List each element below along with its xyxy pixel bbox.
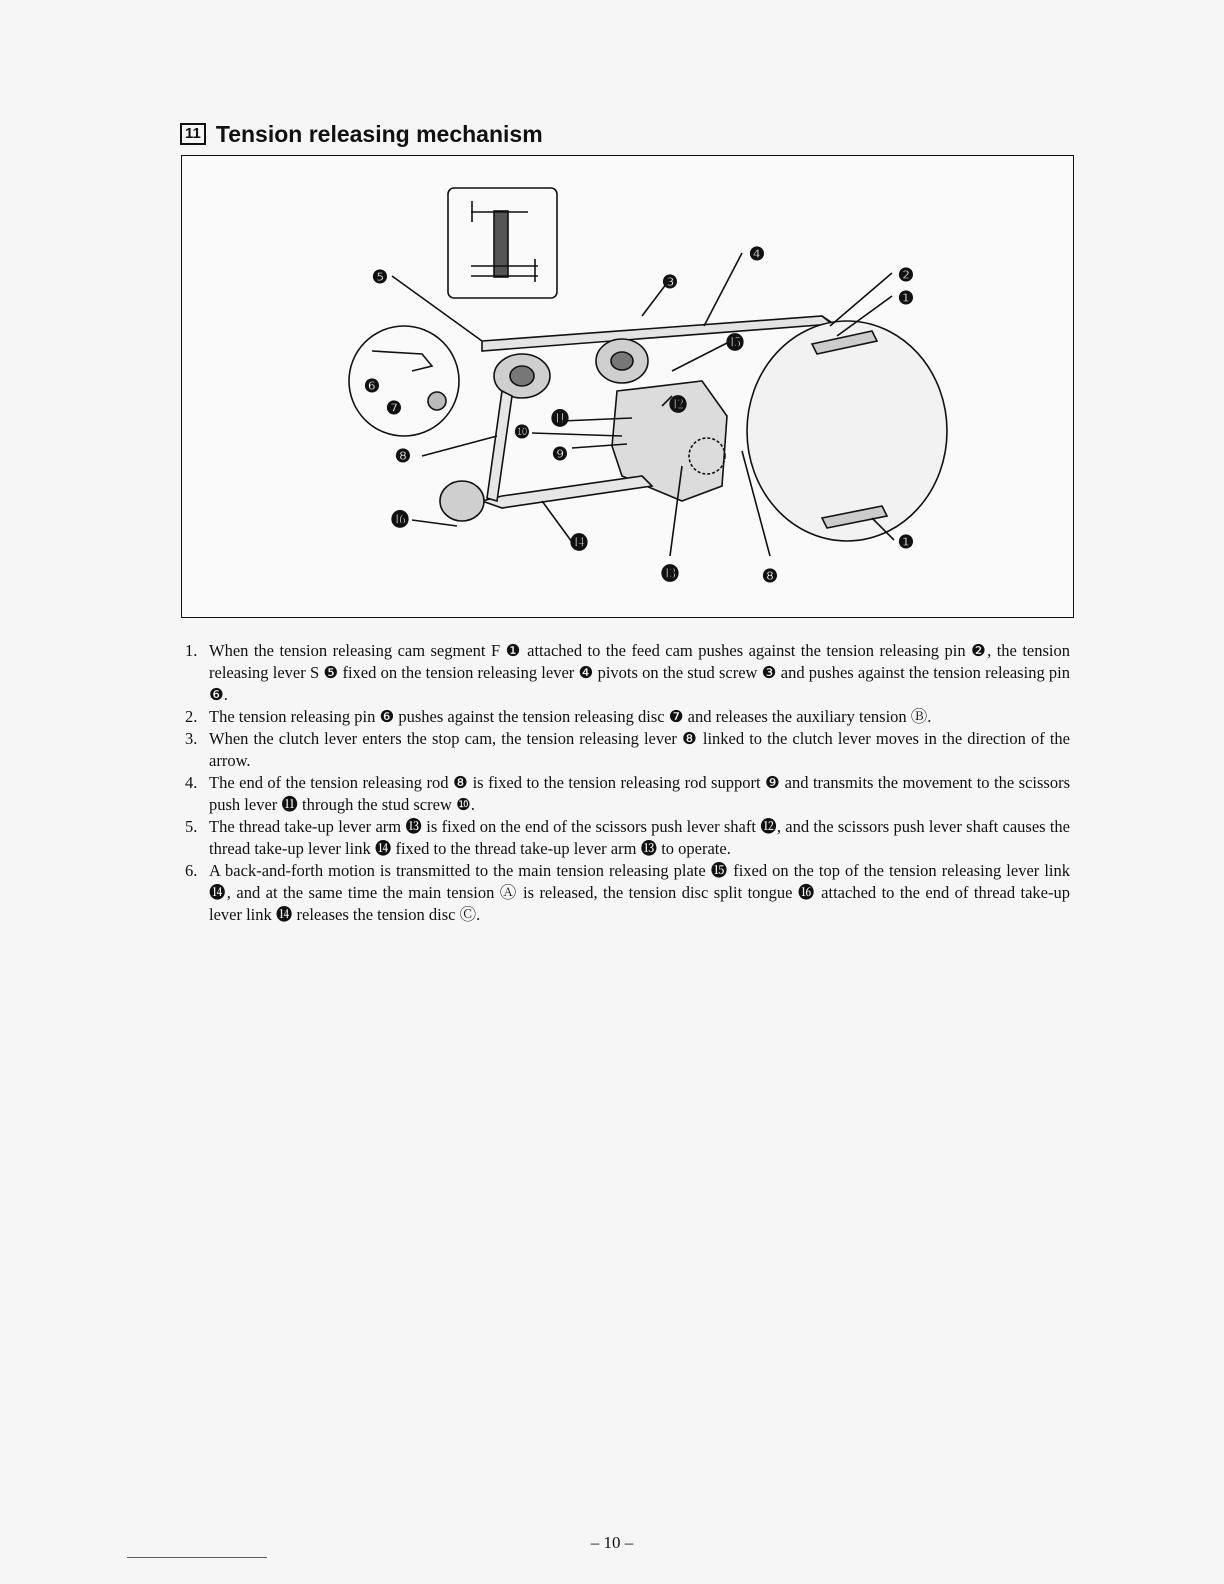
callout-14: ⓮	[570, 533, 588, 553]
step-number: 5.	[185, 817, 198, 836]
callout-9: ❾	[551, 444, 569, 464]
callout-15: ⓯	[726, 333, 744, 353]
callout-11: ⓫	[551, 409, 569, 429]
callout-1: ❶	[897, 532, 915, 552]
step-number: 3.	[185, 729, 198, 748]
footer-rule	[127, 1557, 267, 1558]
procedure-steps	[180, 640, 1070, 926]
callout-13: ⓭	[661, 564, 679, 584]
step-text: The thread take-up lever arm ⓭ is fixed on the end of the scissors push lever shaft ⓬, and the scissors push lever shaft causes the thread take-up lever link ⓮ fixed to the thread take-up lever arm ⓭ to operate.	[209, 817, 1070, 858]
callout-2: ❷	[897, 265, 915, 285]
callout-16: ⓰	[391, 510, 409, 530]
step-number: 1.	[185, 641, 198, 660]
callout-7: ❼	[385, 398, 403, 418]
step-text: When the tension releasing cam segment F ❶ attached to the feed cam pushes against the tension releasing pin ❷, the tension releasing lever S ❺ fixed on the tension releasing lever ❹ pivots on the stud screw ❸ and pushes against the tension releasing pin ❻.	[209, 641, 1070, 704]
step-item	[180, 860, 1070, 926]
callout-3: ❸	[661, 272, 679, 292]
section-number: 11	[180, 123, 206, 145]
step-item	[180, 772, 1070, 816]
callout-6: ❻	[363, 376, 381, 396]
callout-10: ❿	[513, 422, 531, 442]
page-number: – 10 –	[590, 1533, 634, 1552]
callout-8-bottom: ❽	[761, 566, 779, 586]
step-item	[180, 728, 1070, 772]
mechanism-figure	[181, 155, 1074, 618]
callout-8: ❽	[394, 446, 412, 466]
callout-5: ❺	[371, 267, 389, 287]
mechanism-illustration	[182, 156, 1075, 619]
callout-4: ❹	[748, 244, 766, 264]
step-text: The tension releasing pin ❻ pushes against the tension releasing disc ❼ and releases the auxiliary tension Ⓑ.	[209, 707, 932, 726]
step-text: When the clutch lever enters the stop cam, the tension releasing lever ❽ linked to the clutch lever moves in the direction of the arrow.	[209, 729, 1070, 770]
step-text: A back-and-forth motion is transmitted to the main tension releasing plate ⓯ fixed on the top of the tension releasing lever link ⓮, and at the same time the main tension Ⓐ is released, the tension disc split tongue ⓰ attached to the end of thread take-up lever link ⓮ releases the tension disc Ⓒ.	[209, 861, 1070, 924]
section-title: Tension releasing mechanism	[215, 120, 543, 147]
step-number: 4.	[185, 773, 198, 792]
callout-1-top: ❶	[897, 288, 915, 308]
step-item	[180, 640, 1070, 706]
callout-12: ⓬	[669, 395, 687, 415]
section-heading	[180, 118, 543, 150]
step-item	[180, 816, 1070, 860]
step-number: 6.	[185, 861, 198, 880]
step-text: The end of the tension releasing rod ❽ is fixed to the tension releasing rod support ❾ and transmits the movement to the scissors push lever ⓫ through the stud screw ❿.	[209, 773, 1070, 814]
step-item	[180, 706, 1070, 728]
step-number: 2.	[185, 707, 198, 726]
